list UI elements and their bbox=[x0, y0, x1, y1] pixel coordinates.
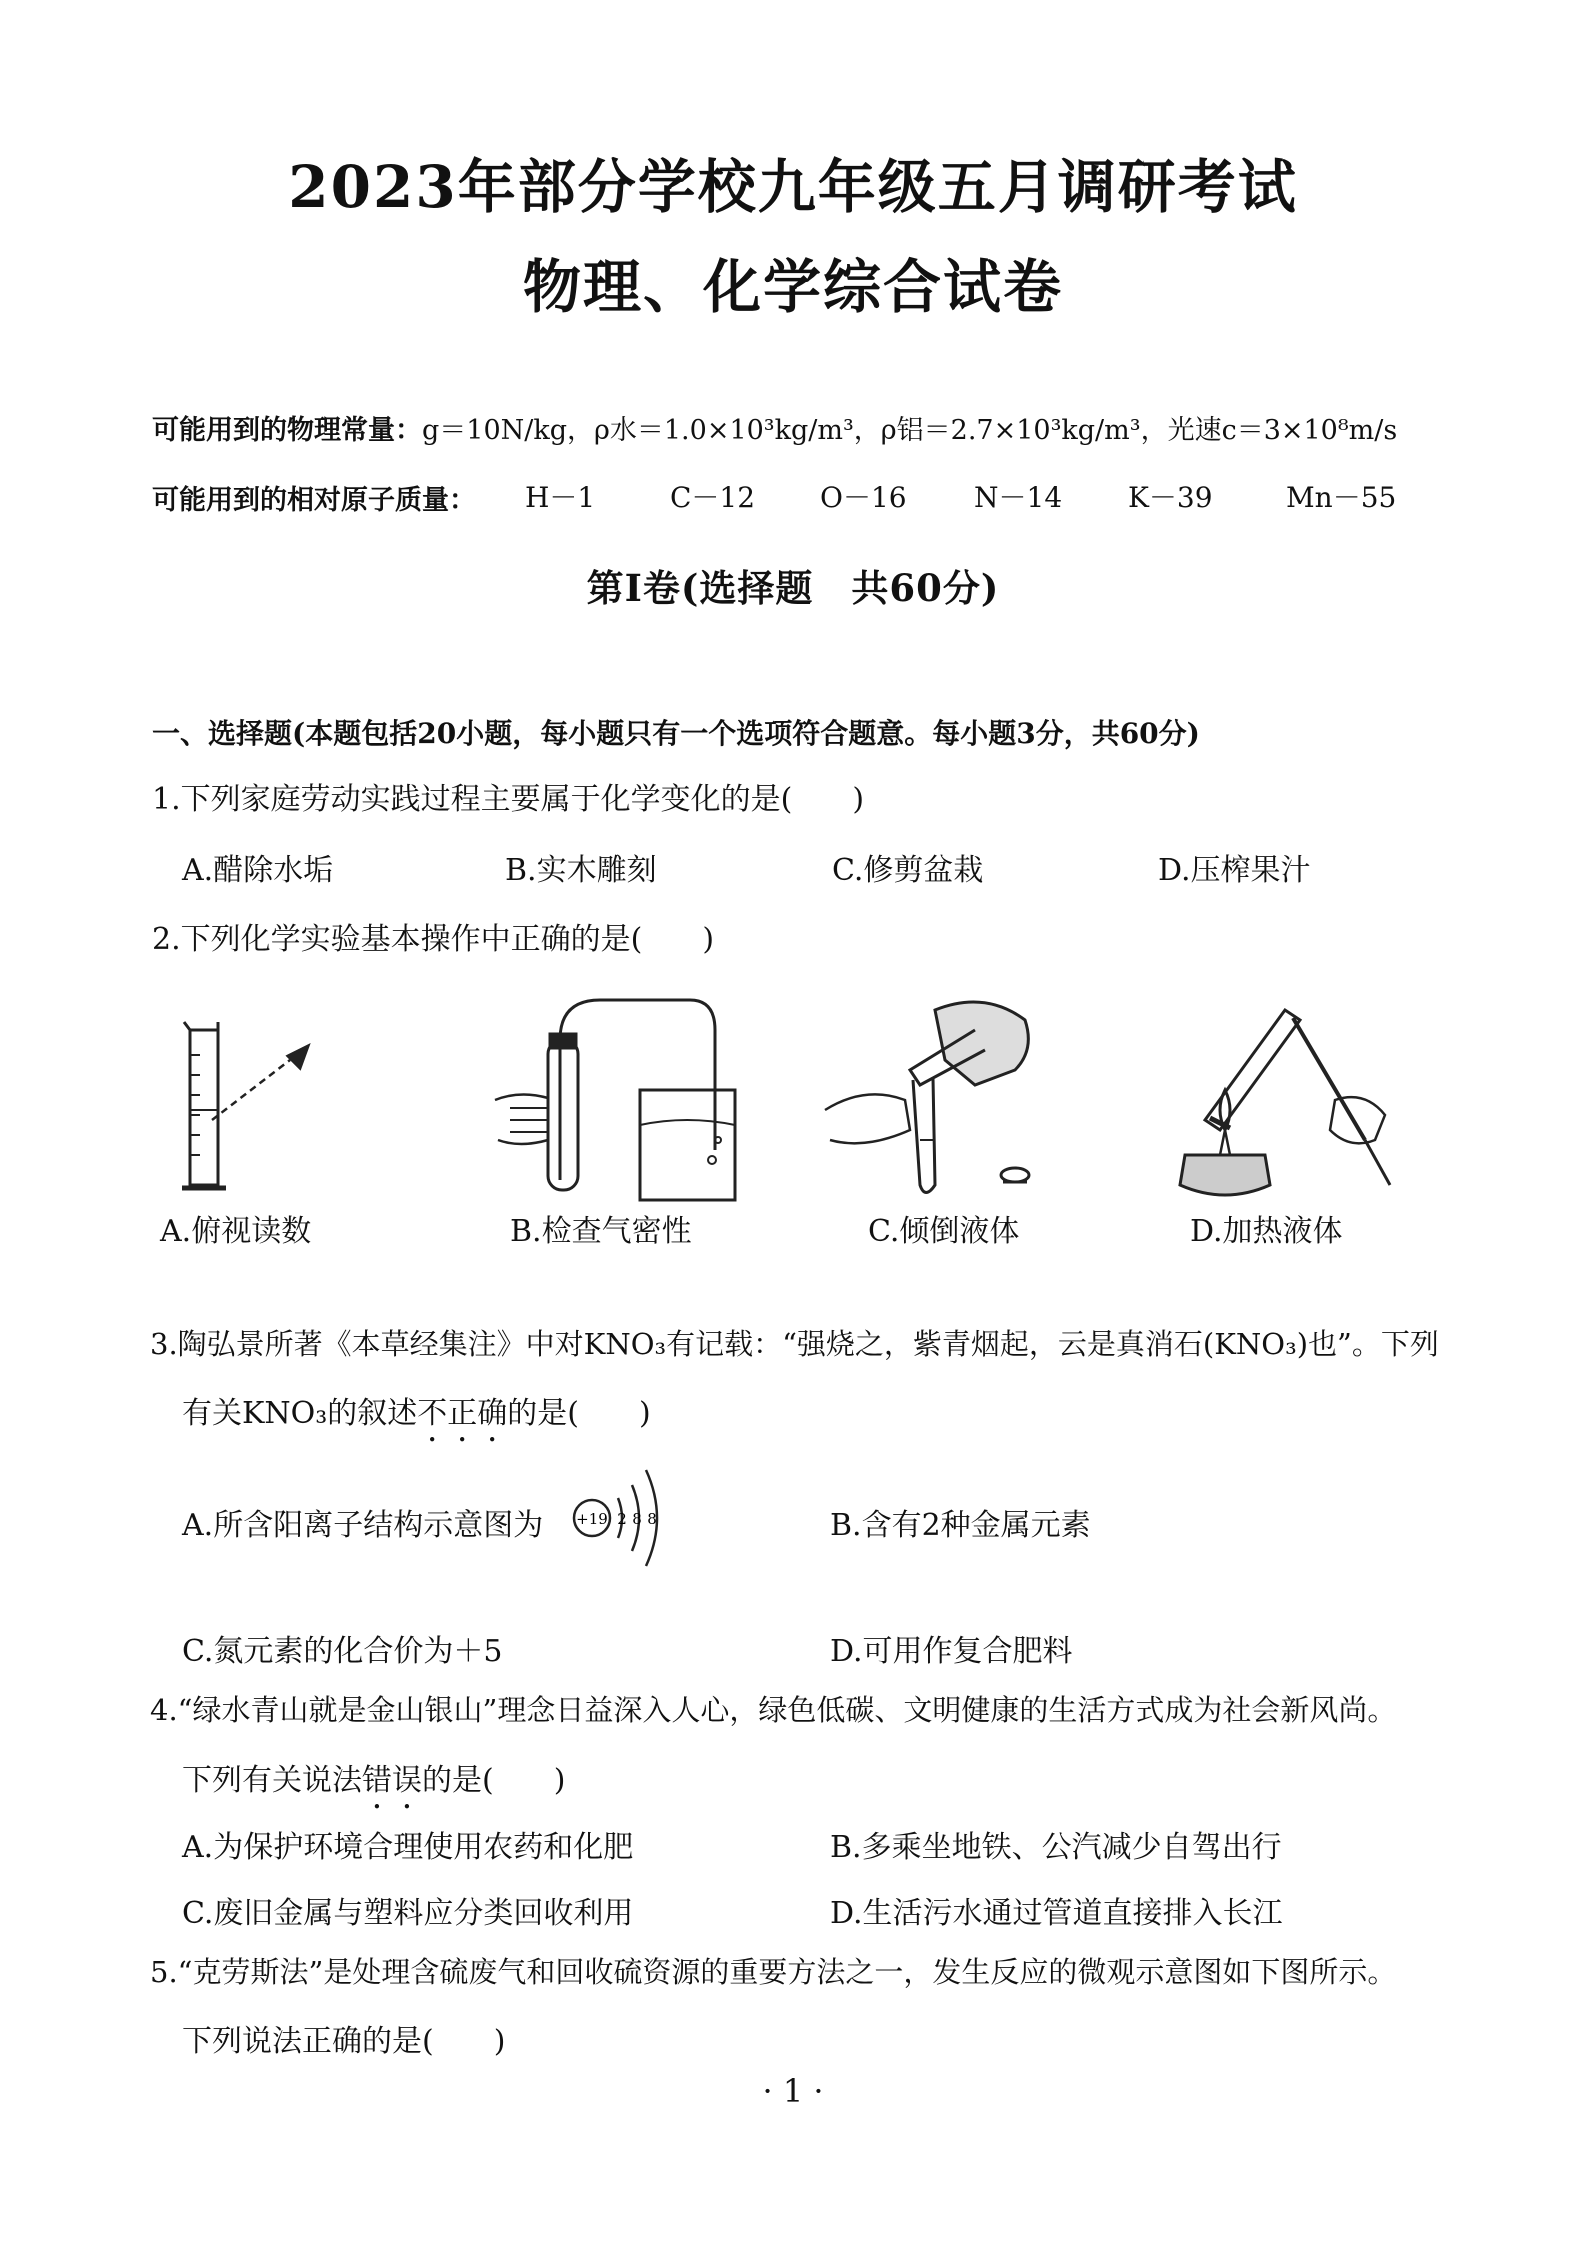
physics-constants-label: 可能用到的物理常量： bbox=[152, 415, 422, 446]
part-title: 一、选择题(本题包括20小题，每小题只有一个选项符合题意。每小题3分，共60分) bbox=[152, 717, 1200, 750]
figure-a-graduated-cylinder bbox=[160, 1010, 340, 1200]
section-title: 第Ⅰ卷(选择题 共60分) bbox=[586, 566, 1000, 610]
atomic-mass-o: O－16 bbox=[820, 481, 907, 514]
figure-b-airtightness-check bbox=[490, 990, 750, 1200]
question-4-stem-line2 bbox=[182, 1755, 565, 1816]
ion-shell-3: 8 bbox=[647, 1510, 657, 1528]
atomic-masses bbox=[152, 478, 476, 517]
question-1-stem: 1.下列家庭劳动实践过程主要属于化学变化的是( ) bbox=[152, 782, 865, 817]
ion-structure-diagram bbox=[570, 1460, 680, 1580]
figure-d-caption: D.加热液体 bbox=[1190, 1214, 1343, 1249]
question-4-option-d: D.生活污水通过管道直接排入长江 bbox=[830, 1896, 1283, 1931]
question-3-emphasis: 不正确 bbox=[417, 1396, 508, 1431]
question-3-option-a: A.所含阳离子结构示意图为 bbox=[182, 1508, 544, 1543]
exam-subtitle: 物理、化学综合试卷 bbox=[522, 253, 1063, 321]
question-4-stem-pre: 下列有关说法 bbox=[182, 1763, 362, 1798]
figure-d-heating-liquid bbox=[1165, 990, 1405, 1205]
question-3-option-b: B.含有2种金属元素 bbox=[830, 1508, 1091, 1543]
figure-c-caption: C.倾倒液体 bbox=[868, 1214, 1020, 1249]
question-4-option-b: B.多乘坐地铁、公汽减少自驾出行 bbox=[830, 1830, 1282, 1865]
physics-constants-values: g＝10N/kg，ρ水＝1.0×10³kg/m³，ρ铝＝2.7×10³kg/m³，光速c＝3×10⁸m/s bbox=[422, 415, 1398, 446]
question-5-stem-line2: 下列说法正确的是( ) bbox=[182, 2024, 506, 2059]
question-1-option-b: B.实木雕刻 bbox=[505, 853, 657, 888]
ion-shell-1: 2 bbox=[617, 1510, 627, 1528]
figure-c-pouring-liquid bbox=[825, 990, 1085, 1200]
atomic-mass-n: N－14 bbox=[974, 481, 1063, 514]
question-4-stem-post: 的是( ) bbox=[422, 1763, 566, 1798]
question-3-option-c: C.氮元素的化合价为＋5 bbox=[182, 1634, 503, 1669]
atomic-mass-c: C－12 bbox=[670, 481, 756, 514]
page-number: · 1 · bbox=[762, 2072, 824, 2110]
question-4-option-a: A.为保护环境合理使用农药和化肥 bbox=[182, 1830, 634, 1865]
question-1-option-a: A.醋除水垢 bbox=[182, 853, 334, 888]
question-3-stem-pre: 有关KNO₃的叙述 bbox=[182, 1396, 418, 1431]
physics-constants bbox=[152, 408, 1397, 447]
ion-nucleus-label: +19 bbox=[576, 1510, 608, 1528]
atomic-mass-k: K－39 bbox=[1128, 481, 1213, 514]
figure-a-caption: A.俯视读数 bbox=[160, 1214, 312, 1249]
question-5-stem-line1: 5.“克劳斯法”是处理含硫废气和回收硫资源的重要方法之一，发生反应的微观示意图如下图所示。 bbox=[150, 1955, 1397, 1989]
question-3-stem-line1: 3.陶弘景所著《本草经集注》中对KNO₃有记载：“强烧之，紫青烟起，云是真消石(KNO₃)也”。下列 bbox=[150, 1327, 1439, 1361]
atomic-mass-h: H－1 bbox=[525, 481, 596, 514]
atomic-mass-mn: Mn－55 bbox=[1286, 481, 1397, 514]
question-3-stem-line2 bbox=[182, 1388, 651, 1449]
question-3-stem-post: 的是( ) bbox=[507, 1396, 651, 1431]
question-4-emphasis: 错误 bbox=[362, 1763, 422, 1798]
question-1-option-d: D.压榨果汁 bbox=[1158, 853, 1311, 888]
question-4-option-c: C.废旧金属与塑料应分类回收利用 bbox=[182, 1896, 634, 1931]
question-3-option-d: D.可用作复合肥料 bbox=[830, 1634, 1073, 1669]
atomic-masses-label: 可能用到的相对原子质量： bbox=[152, 485, 476, 516]
question-1-option-c: C.修剪盆栽 bbox=[832, 853, 984, 888]
figure-b-caption: B.检查气密性 bbox=[510, 1214, 692, 1249]
exam-title: 2023年部分学校九年级五月调研考试 bbox=[288, 153, 1298, 221]
question-2-stem: 2.下列化学实验基本操作中正确的是( ) bbox=[152, 922, 715, 957]
question-4-stem-line1: 4.“绿水青山就是金山银山”理念日益深入人心，绿色低碳、文明健康的生活方式成为社会新风尚。 bbox=[150, 1693, 1397, 1727]
ion-shell-2: 8 bbox=[632, 1510, 642, 1528]
